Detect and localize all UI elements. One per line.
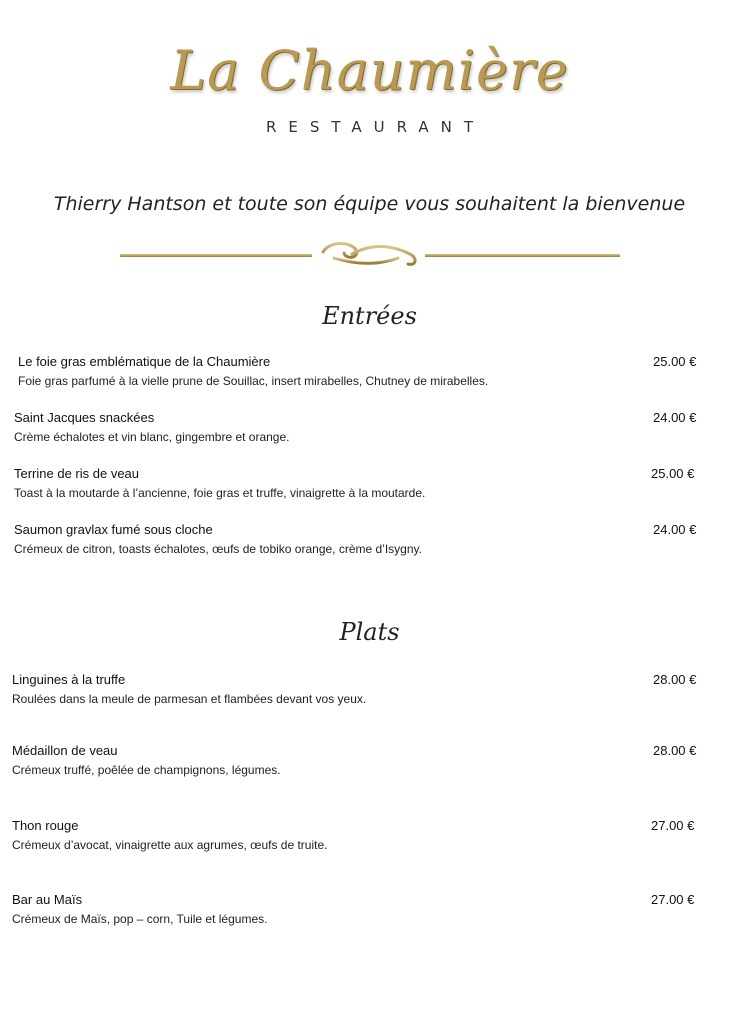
divider-line-left: [120, 254, 312, 257]
menu-item-price: 24.00 €: [653, 410, 697, 425]
menu-item-name: Le foie gras emblématique de la Chaumière: [18, 354, 271, 369]
menu-item-name: Saumon gravlax fumé sous cloche: [14, 522, 213, 537]
menu-item-terrine: [14, 466, 425, 501]
menu-item-thon: [12, 818, 327, 853]
divider-line-right: [425, 254, 620, 257]
menu-item-price: 27.00 €: [651, 892, 695, 907]
menu-item-name: Linguines à la truffe: [12, 672, 126, 687]
menu-item-name: Thon rouge: [12, 818, 79, 833]
menu-item-description: Crème échalotes et vin blanc, gingembre et orange.: [14, 430, 290, 444]
menu-item-foie-gras: [18, 354, 488, 389]
menu-item-price: 28.00 €: [653, 672, 697, 687]
menu-item-name: Saint Jacques snackées: [14, 410, 155, 425]
logo-subtitle: RESTAURANT: [265, 118, 486, 136]
menu-item-description: Foie gras parfumé à la vielle prune de Souillac, insert mirabelles, Chutney de mirabelles.: [18, 374, 489, 388]
menu-item-name: Bar au Maïs: [12, 892, 83, 907]
menu-item-description: Crémeux d’avocat, vinaigrette aux agrumes, œufs de truite.: [12, 838, 328, 852]
menu-item-linguines: [12, 672, 366, 707]
restaurant-logo: [0, 38, 739, 104]
logo-script-text: La Chaumière: [170, 39, 569, 102]
menu-item-medaillon: [12, 743, 281, 778]
menu-item-name: Terrine de ris de veau: [14, 466, 140, 481]
menu-item-name: Médaillon de veau: [12, 743, 118, 758]
menu-item-saumon: [14, 522, 422, 557]
menu-item-saint-jacques: [14, 410, 290, 445]
menu-item-description: Crémeux de citron, toasts échalotes, œufs de tobiko orange, crème d’Isygny.: [14, 542, 422, 556]
menu-item-price: 27.00 €: [651, 818, 695, 833]
menu-item-price: 28.00 €: [653, 743, 697, 758]
section-title-entrees: Entrées: [322, 302, 417, 330]
ornament-divider: [120, 236, 620, 272]
menu-item-description: Crémeux de Maïs, pop – corn, Tuile et légumes.: [12, 912, 268, 926]
menu-item-price: 25.00 €: [653, 354, 697, 369]
menu-item-description: Crémeux truffé, poêlée de champignons, légumes.: [12, 763, 281, 777]
menu-item-bar: [12, 892, 267, 927]
section-title-plats: Plats: [339, 618, 400, 646]
menu-item-description: Roulées dans la meule de parmesan et flambées devant vos yeux.: [12, 692, 367, 706]
flourish-icon: [323, 244, 415, 265]
menu-item-price: 25.00 €: [651, 466, 695, 481]
menu-item-price: 24.00 €: [653, 522, 697, 537]
welcome-message: Thierry Hantson et toute son équipe vous souhaitent la bienvenue: [53, 193, 686, 215]
menu-item-description: Toast à la moutarde à l’ancienne, foie gras et truffe, vinaigrette à la moutarde.: [14, 486, 426, 500]
